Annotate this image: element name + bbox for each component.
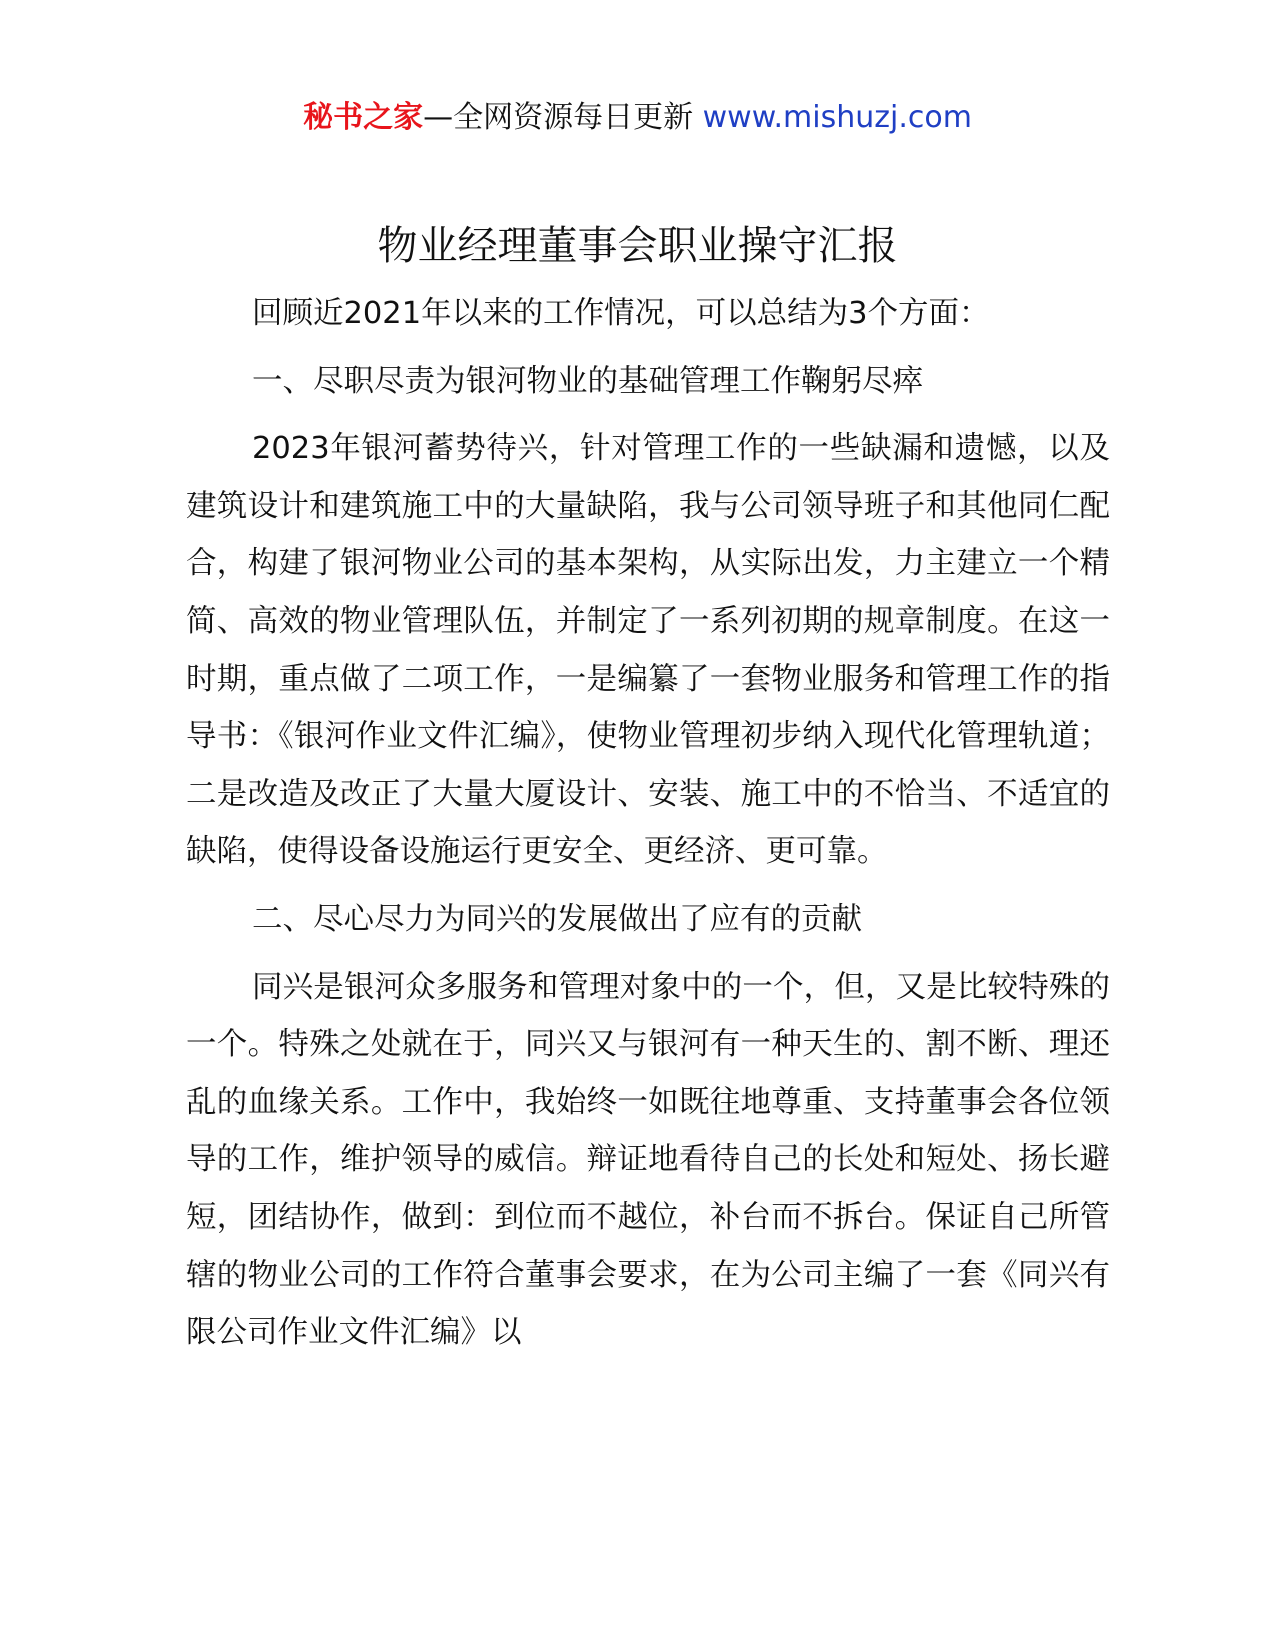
site-brand: 秘书之家: [303, 100, 424, 135]
paragraph-section-2: 同兴是银河众多服务和管理对象中的一个，但，又是比较特殊的一个。特殊之处就在于，同兴又与银河有一种天生的、割不断、理还乱的血缘关系。工作中，我始终一如既往地尊重、支持董事会各位领导的工作，维护领导的威信。辩证地看待自己的长处和短处、扬长避短，团结协作，做到：到位而不越位，补台而不拆台。保证自己所管辖的物业公司的工作符合董事会要求，在为公司主编了一套《同兴有限公司作业文件汇编》以: [186, 969, 1110, 1351]
site-slogan: —全网资源每日更新: [423, 100, 703, 135]
paragraph-section-1: 2023年银河蓄势待兴，针对管理工作的一些缺漏和遗憾，以及建筑设计和建筑施工中的大量缺陷，我与公司领导班子和其他同仁配合，构建了银河物业公司的基本架构，从实际出发，力主建立一个精简、高效的物业管理队伍，并制定了一系列初期的规章制度。在这一时期，重点做了二项工作，一是编纂了一套物业服务和管理工作的指导书：《银河作业文件汇编》，使物业管理初步纳入现代化管理轨道；二是改造及改正了大量大厦设计、安装、施工中的不恰当、不适宜的缺陷，使得设备设施运行更安全、更经济、更可靠。: [186, 431, 1110, 870]
section-heading-1: 一、尽职尽责为银河物业的基础管理工作鞠躬尽瘁: [252, 363, 923, 399]
document-body: [186, 285, 1110, 1372]
section-heading-2: 二、尽心尽力为同兴的发展做出了应有的贡献: [252, 901, 862, 937]
site-header: [0, 96, 1275, 140]
site-url-link[interactable]: www.mishuzj.com: [702, 100, 972, 135]
paragraph-intro: 回顾近2021年以来的工作情况，可以总结为3个方面：: [252, 296, 990, 331]
document-title: 物业经理董事会职业操守汇报: [377, 223, 898, 269]
